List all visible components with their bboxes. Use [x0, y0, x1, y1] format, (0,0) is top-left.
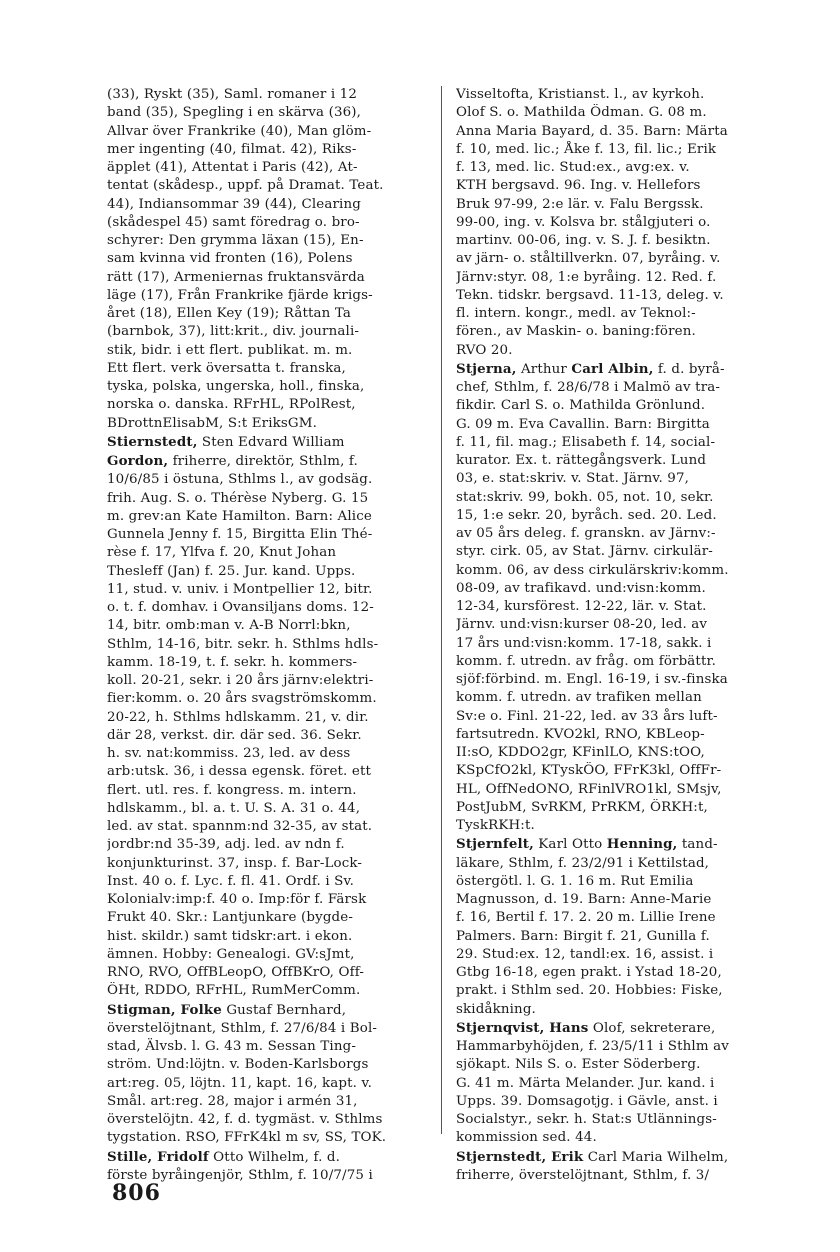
text-segment: PostJubM, SvRKM, PrRKM, ÖRKH:t,	[456, 799, 708, 815]
text-segment: fier:komm. o. 20 års svagströmskomm.	[107, 691, 377, 707]
text-segment: 11, stud. v. univ. i Montpellier 12, bitr.	[107, 581, 373, 597]
text-line	[456, 1056, 786, 1074]
text-segment: Frukt 40. Skr.: Lantjunkare (bygde-	[107, 910, 354, 926]
text-segment: rätt (17), Armeniernas fruktansvärda	[107, 269, 365, 285]
text-segment: tand-	[677, 837, 718, 853]
text-segment: Karl Otto	[533, 837, 607, 853]
text-segment: 29. Stud:ex. 12, tandl:ex. 16, assist. i	[456, 946, 714, 962]
text-segment: 99-00, ing. v. Kolsva br. stålgjuteri o.	[456, 214, 711, 230]
text-line	[107, 1148, 437, 1167]
text-line	[107, 727, 437, 745]
text-line	[456, 159, 786, 177]
text-segment: norska o. danska. RFrHL, RPolRest,	[107, 397, 356, 413]
text-segment: f. 11, fil. mag.; Elisabeth f. 14, social-	[456, 434, 716, 450]
text-segment: friherre, direktör, Sthlm, f.	[168, 454, 358, 469]
text-line	[456, 909, 786, 927]
text-segment: RVO 20.	[456, 342, 513, 358]
entry-name: Stille, Fridolf	[107, 1148, 209, 1165]
text-segment: kommission sed. 44.	[456, 1130, 597, 1146]
text-line	[456, 855, 786, 873]
text-line	[456, 434, 786, 452]
text-segment: äpplet (41), Attentat i Paris (42), At-	[107, 160, 358, 175]
text-segment: arb:utsk. 36, i dessa egensk. föret. ett	[107, 764, 372, 780]
text-segment: fl. intern. kongr., medl. av Teknol:-	[456, 306, 696, 321]
text-line	[107, 1093, 437, 1111]
text-line	[456, 891, 786, 909]
text-segment: av 05 års deleg. f. granskn. av Järnv:-	[456, 526, 716, 541]
text-segment: hdlskamm., bl. a. t. U. S. A. 31 o. 44,	[107, 800, 361, 816]
text-segment: sjökapt. Nils S. o. Ester Söderberg.	[456, 1057, 701, 1073]
text-line	[456, 1148, 786, 1167]
text-segment: Otto Wilhelm, f. d.	[208, 1149, 341, 1165]
text-segment: kurator. Ex. t. rättegångsverk. Lund	[456, 453, 707, 468]
text-segment: Järnv:styr. 08, 1:e byråing. 12. Red. f.	[456, 269, 717, 285]
text-segment: Olof S. o. Mathilda Ödman. G. 08 m.	[456, 105, 707, 121]
text-segment: koll. 20-21, sekr. i 20 års järnv:elektri-	[107, 673, 374, 688]
text-segment: stik, bidr. i ett flert. publikat. m. m.	[107, 342, 353, 358]
text-line	[107, 1129, 437, 1147]
text-segment: f. d. byrå-	[653, 361, 725, 377]
text-segment: Allvar över Frankrike (40), Man glöm-	[107, 123, 372, 139]
text-line	[456, 123, 786, 141]
text-line	[107, 836, 437, 854]
text-segment: Palmers. Barn: Birgit f. 21, Gunilla f.	[456, 928, 710, 944]
text-line	[456, 525, 786, 543]
text-segment: 03, e. stat:skriv. v. Stat. Järnv. 97,	[456, 471, 690, 487]
text-segment: Hammarbyhöjden, f. 23/5/11 i Sthlm av	[456, 1039, 729, 1054]
text-segment: Bruk 97-99, 2:e lär. v. Falu Bergssk.	[456, 196, 704, 212]
text-line	[107, 763, 437, 781]
text-line	[456, 598, 786, 616]
text-line	[107, 1038, 437, 1056]
text-line	[456, 653, 786, 671]
text-segment: mer ingenting (40, filmat. 42), Riks-	[107, 141, 357, 157]
text-segment: tygstation. RSO, FFrK4kl m sv, SS, TOK.	[107, 1130, 387, 1146]
text-segment: Järnv. und:visn:kurser 08-20, led. av	[456, 617, 708, 633]
text-segment: Sv:e o. Finl. 21-22, led. av 33 års luft-	[456, 708, 718, 724]
text-segment: året (18), Ellen Key (19); Råttan Ta	[107, 306, 352, 321]
text-line	[456, 397, 786, 415]
text-line	[107, 508, 437, 526]
text-line	[107, 342, 437, 360]
text-line	[456, 873, 786, 891]
text-line	[456, 342, 786, 360]
text-line	[456, 762, 786, 780]
text-line	[107, 396, 437, 414]
text-line	[456, 214, 786, 232]
text-line	[456, 287, 786, 305]
text-line	[107, 214, 437, 232]
text-line	[107, 544, 437, 562]
text-segment: hist. skildr.) samt tidskr:art. i ekon.	[107, 928, 353, 944]
text-segment: chef, Sthlm, f. 28/6/78 i Malmö av tra-	[456, 380, 721, 395]
text-segment: frih. Aug. S. o. Thérèse Nyberg. G. 15	[107, 490, 369, 506]
text-line	[456, 1129, 786, 1147]
text-line	[107, 123, 437, 141]
text-line	[107, 196, 437, 214]
text-line	[107, 415, 437, 433]
entry-name: Carl Albin,	[571, 360, 654, 377]
text-segment: (33), Ryskt (35), Saml. romaner i 12	[107, 87, 358, 102]
text-segment: komm. f. utredn. av fråg. om förbättr.	[456, 653, 716, 669]
text-segment: Thesleff (Jan) f. 25. Jur. kand. Upps.	[107, 563, 356, 579]
text-line	[107, 1056, 437, 1074]
text-segment: av järn- o. ståltillverkn. 07, byråing. v.	[456, 251, 721, 267]
text-segment: 17 års und:visn:komm. 17-18, sakk. i	[456, 635, 712, 651]
text-segment: RNO, RVO, OffBLeopO, OffBKrO, Off-	[107, 965, 365, 980]
text-segment: flert. utl. res. f. kongress. m. intern.	[107, 782, 357, 798]
text-line	[456, 250, 786, 268]
text-segment: Gustaf Bernhard,	[221, 1002, 347, 1018]
left-column	[107, 86, 437, 1185]
text-line	[107, 104, 437, 122]
text-segment: 15, 1:e sekr. 20, byråch. sed. 20. Led.	[456, 507, 717, 523]
text-line	[456, 269, 786, 287]
text-segment: f. 10, med. lic.; Åke f. 13, fil. lic.; Erik	[456, 141, 717, 157]
text-line	[107, 581, 437, 599]
text-segment: HL, OffNedONO, RFinlVRO1kl, SMsjv,	[456, 781, 722, 797]
text-line	[107, 636, 437, 654]
text-line	[456, 507, 786, 525]
text-line	[456, 928, 786, 946]
text-line	[456, 1167, 786, 1185]
text-line	[107, 159, 437, 177]
text-segment: förste byråingenjör, Sthlm, f. 10/7/75 i	[107, 1167, 373, 1183]
text-line	[456, 1019, 786, 1038]
text-segment: Arthur	[516, 361, 572, 377]
text-line	[456, 489, 786, 507]
text-line	[456, 452, 786, 470]
text-line	[456, 1038, 786, 1056]
text-line	[456, 196, 786, 214]
text-segment: ÖHt, RDDO, RFrHL, RumMerComm.	[107, 983, 361, 999]
text-line	[107, 690, 437, 708]
text-segment: tentat (skådesp., uppf. på Dramat. Teat.	[107, 178, 384, 194]
text-line	[107, 86, 437, 104]
text-line	[107, 563, 437, 581]
text-segment: prakt. i Sthlm sed. 20. Hobbies: Fiske,	[456, 983, 723, 999]
text-line	[107, 269, 437, 287]
text-line	[107, 928, 437, 946]
text-line	[107, 490, 437, 508]
text-segment: ström. Und:löjtn. v. Boden-Karlsborgs	[107, 1057, 369, 1073]
entry-name: Stjerna,	[456, 360, 517, 377]
text-segment: läkare, Sthlm, f. 23/2/91 i Kettilstad,	[456, 855, 710, 871]
text-line	[456, 835, 786, 854]
text-line	[107, 471, 437, 489]
page-number: 806	[112, 1180, 161, 1206]
text-line	[456, 232, 786, 250]
text-line	[107, 1001, 437, 1020]
text-line	[107, 964, 437, 982]
text-segment: läge (17), Från Frankrike fjärde krigs-	[107, 287, 373, 303]
text-line	[456, 470, 786, 488]
text-segment: Kolonialv:imp:f. 40 o. Imp:för f. Färsk	[107, 892, 367, 907]
text-segment: tyska, polska, ungerska, holl., finska,	[107, 379, 365, 394]
text-segment: Carl Maria Wilhelm,	[583, 1149, 729, 1165]
text-segment: komm. f. utredn. av trafiken mellan	[456, 690, 702, 706]
text-segment: G. 41 m. Märta Melander. Jur. kand. i	[456, 1075, 715, 1091]
text-line	[107, 782, 437, 800]
text-line	[456, 379, 786, 397]
text-line	[456, 543, 786, 561]
text-segment: Inst. 40 o. f. Lyc. f. fl. 41. Ordf. i Sv.	[107, 873, 355, 889]
text-line	[456, 817, 786, 835]
entry-name: Stjernqvist, Hans	[456, 1019, 589, 1036]
text-line	[456, 177, 786, 195]
text-segment: där 28, verkst. dir. där sed. 36. Sekr.	[107, 727, 362, 743]
text-segment: fartsutredn. KVO2kl, RNO, KBLeop-	[456, 726, 705, 742]
text-line	[456, 982, 786, 1000]
text-line	[107, 378, 437, 396]
text-segment: o. t. f. domhav. i Ovansiljans doms. 12-	[107, 600, 374, 615]
text-segment: martinv. 00-06, ing. v. S. J. f. besiktn.	[456, 233, 711, 248]
text-line	[456, 689, 786, 707]
text-segment: stat:skriv. 99, bokh. 05, not. 10, sekr.	[456, 489, 714, 505]
text-segment: 14, bitr. omb:man v. A-B Norrl:bkn,	[107, 618, 351, 634]
text-segment: Anna Maria Bayard, d. 35. Barn: Märta	[456, 123, 728, 139]
text-segment: Sthlm, 14-16, bitr. sekr. h. Sthlms hdls-	[107, 636, 379, 652]
text-segment: 08-09, av trafikavd. und:visn:komm.	[456, 580, 706, 596]
text-line	[107, 433, 437, 452]
text-line	[107, 709, 437, 727]
text-segment: komm. 06, av dess cirkulärskriv:komm.	[456, 562, 729, 578]
text-line	[456, 635, 786, 653]
text-line	[456, 616, 786, 634]
text-line	[456, 104, 786, 122]
text-line	[107, 672, 437, 690]
text-line	[107, 232, 437, 250]
text-segment: Ett flert. verk översatta t. franska,	[107, 360, 346, 376]
text-line	[107, 909, 437, 927]
text-line	[456, 964, 786, 982]
text-line	[456, 708, 786, 726]
text-line	[107, 873, 437, 891]
text-line	[456, 323, 786, 341]
text-line	[456, 946, 786, 964]
text-segment: 12-34, kursförest. 12-22, lär. v. Stat.	[456, 599, 707, 614]
text-line	[456, 360, 786, 379]
text-line	[107, 526, 437, 544]
text-line	[107, 141, 437, 159]
text-segment: Magnusson, d. 19. Barn: Anne-Marie	[456, 892, 712, 907]
text-segment: Smål. art:reg. 28, major i armén 31,	[107, 1093, 358, 1109]
text-line	[107, 617, 437, 635]
text-segment: m. grev:an Kate Hamilton. Barn: Alice	[107, 508, 372, 524]
text-segment: ämnen. Hobby: Genealogi. GV:sJmt,	[107, 946, 355, 962]
text-segment: schyrer: Den grymma läxan (15), En-	[107, 233, 364, 248]
text-line	[107, 800, 437, 818]
text-segment: Socialstyr., sekr. h. Stat:s Utlännings-	[456, 1112, 717, 1127]
text-segment: jordbr:nd 35-39, adj. led. av ndn f.	[107, 837, 345, 853]
text-segment: TyskRKH:t.	[456, 818, 535, 833]
text-segment: friherre, överstelöjtnant, Sthlm, f. 3/	[456, 1167, 710, 1183]
text-segment: KTH bergsavd. 96. Ing. v. Hellefors	[456, 178, 701, 194]
text-line	[107, 1020, 437, 1038]
text-line	[456, 781, 786, 799]
text-segment: Olof, sekreterare,	[588, 1020, 716, 1036]
text-line	[456, 305, 786, 323]
entry-name: Stiernstedt,	[107, 433, 198, 450]
entry-name: Henning,	[606, 836, 678, 853]
text-line	[456, 580, 786, 598]
text-segment: stad, Älvsb. l. G. 43 m. Sessan Ting-	[107, 1039, 357, 1054]
text-line	[107, 654, 437, 672]
text-line	[456, 1001, 786, 1019]
text-segment: band (35), Spegling i en skärva (36),	[107, 105, 362, 121]
text-line	[107, 305, 437, 323]
text-segment: Gunnela Jenny f. 15, Birgitta Elin Thé-	[107, 527, 373, 542]
text-line	[107, 360, 437, 378]
text-segment: (skådespel 45) samt föredrag o. bro-	[107, 214, 360, 230]
text-line	[107, 177, 437, 195]
text-line	[107, 250, 437, 268]
text-segment: led. av stat. spannm:nd 32-35, av stat.	[107, 819, 373, 834]
text-line	[456, 1093, 786, 1111]
text-segment: sam kvinna vid fronten (16), Polens	[107, 251, 353, 267]
text-segment: rèse f. 17, Ylfva f. 20, Knut Johan	[107, 545, 337, 561]
text-segment: styr. cirk. 05, av Stat. Järnv. cirkulär-	[456, 544, 713, 560]
text-line	[456, 562, 786, 580]
text-line	[107, 891, 437, 909]
text-line	[456, 1075, 786, 1093]
text-line	[107, 818, 437, 836]
column-divider	[441, 86, 442, 1134]
text-line	[456, 1111, 786, 1129]
entry-name: Gordon,	[107, 453, 169, 469]
text-segment: Gtbg 16-18, egen prakt. i Ystad 18-20,	[456, 965, 722, 980]
text-segment: Tekn. tidskr. bergsavd. 11-13, deleg. v.	[456, 287, 724, 303]
text-segment: 20-22, h. Sthlms hdlskamm. 21, v. dir.	[107, 709, 369, 725]
text-segment: G. 09 m. Eva Cavallin. Barn: Birgitta	[456, 416, 710, 432]
text-line	[456, 141, 786, 159]
text-line	[456, 416, 786, 434]
text-segment: KSpCfO2kl, KTyskÖO, FFrK3kl, OffFr-	[456, 763, 722, 779]
text-line	[107, 745, 437, 763]
text-segment: överstelöjtn. 42, f. d. tygmäst. v. Sthlms	[107, 1112, 383, 1127]
text-segment: 44), Indiansommar 39 (44), Clearing	[107, 196, 361, 212]
text-line	[107, 1075, 437, 1093]
text-line	[107, 599, 437, 617]
text-segment: f. 16, Bertil f. 17. 2. 20 m. Lillie Irene	[456, 910, 716, 926]
text-line	[107, 323, 437, 341]
right-column	[456, 86, 786, 1185]
text-segment: Sten Edvard William	[197, 434, 345, 450]
text-segment: överstelöjtnant, Sthlm, f. 27/6/84 i Bol-	[107, 1020, 378, 1036]
text-segment: Upps. 39. Domsagotjg. i Gävle, anst. i	[456, 1093, 718, 1109]
text-segment: östergötl. l. G. 1. 16 m. Rut Emilia	[456, 873, 694, 889]
text-line	[456, 744, 786, 762]
text-line	[107, 982, 437, 1000]
text-segment: konjunkturinst. 37, insp. f. Bar-Lock-	[107, 855, 363, 871]
text-line	[107, 1111, 437, 1129]
text-line	[456, 86, 786, 104]
text-segment: fören., av Maskin- o. baning:fören.	[456, 324, 696, 340]
text-line	[107, 855, 437, 873]
text-line	[107, 946, 437, 964]
text-segment: kamm. 18-19, t. f. sekr. h. kommers-	[107, 654, 358, 670]
text-segment: h. sv. nat:kommiss. 23, led. av dess	[107, 746, 351, 761]
entry-name: Stjernfelt,	[456, 836, 534, 853]
entry-name: Stigman, Folke	[107, 1001, 222, 1018]
text-line	[456, 726, 786, 744]
text-segment: sjöf:förbind. m. Engl. 16-19, i sv.-finska	[456, 672, 728, 687]
text-segment: BDrottnElisabM, S:t EriksGM.	[107, 415, 318, 431]
text-line	[456, 799, 786, 817]
text-line	[456, 671, 786, 689]
text-segment: (barnbok, 37), litt:krit., div. journali-	[107, 324, 360, 340]
text-line	[107, 452, 437, 471]
text-segment: f. 13, med. lic. Stud:ex., avg:ex. v.	[456, 160, 690, 175]
text-segment: skidåkning.	[456, 1001, 536, 1017]
text-segment: Visseltofta, Kristianst. l., av kyrkoh.	[456, 87, 705, 102]
text-segment: fikdir. Carl S. o. Mathilda Grönlund.	[456, 398, 706, 414]
text-segment: 10/6/85 i östuna, Sthlms l., av godsäg.	[107, 472, 373, 488]
text-segment: art:reg. 05, löjtn. 11, kapt. 16, kapt. v.	[107, 1075, 373, 1091]
text-segment: II:sO, KDDO2gr, KFinlLO, KNS:tOO,	[456, 745, 705, 760]
entry-name: Stjernstedt, Erik	[456, 1148, 584, 1165]
text-line	[107, 287, 437, 305]
